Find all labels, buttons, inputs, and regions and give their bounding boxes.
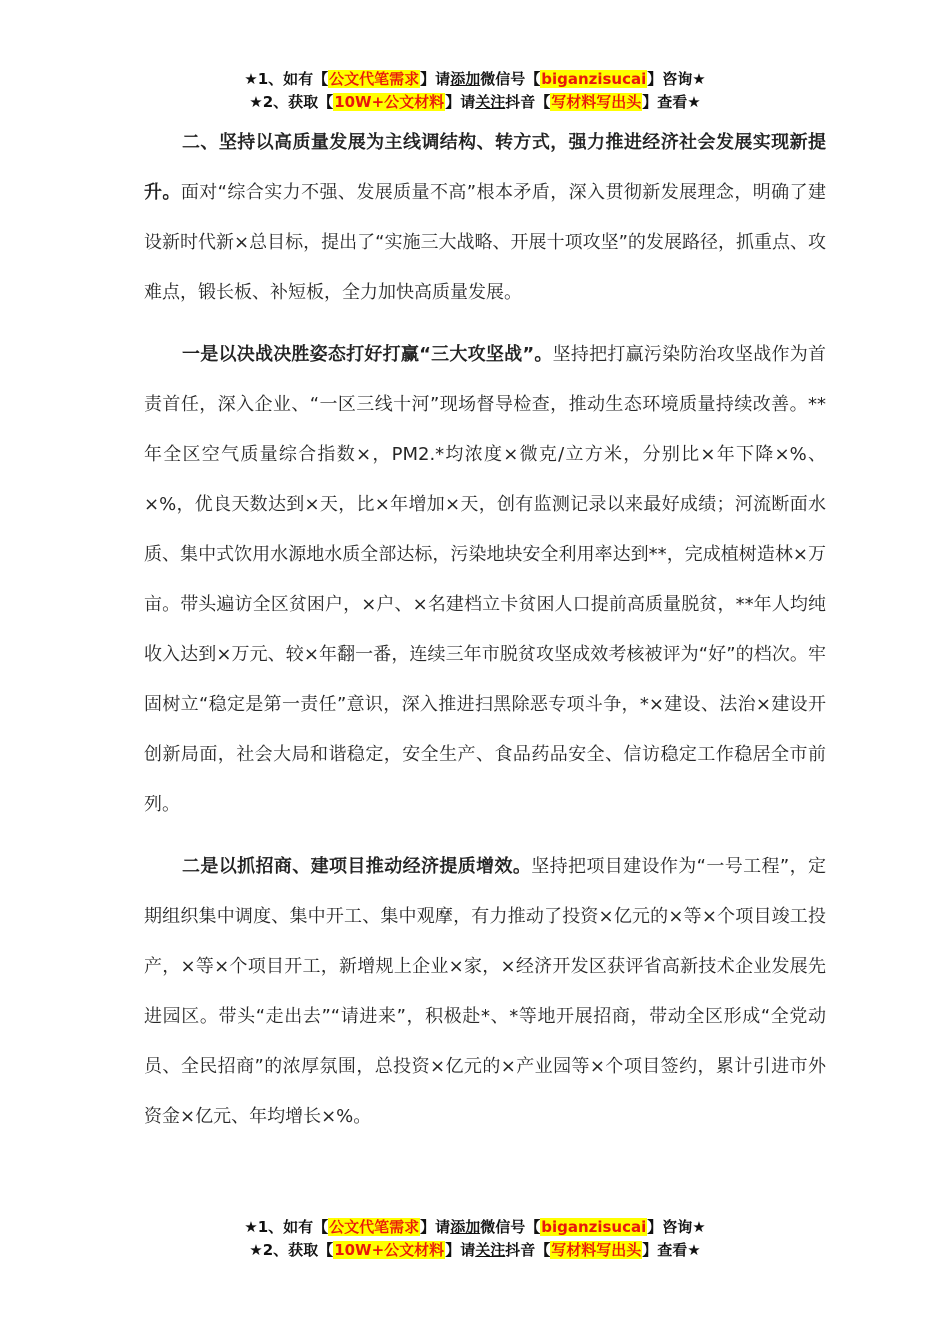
- bottom-banner: [0, 1216, 950, 1262]
- paragraph-lead: 二是以抓招商、建项目推动经济提质增效。: [182, 856, 532, 877]
- paragraph-lead: 一是以决战决胜姿态打好打赢“三大攻坚战”。: [182, 344, 553, 365]
- banner-highlight: biganzisucai: [541, 70, 647, 88]
- banner-line-2: ★2、获取【10W+公文材料】请关注抖音【写材料写出头】查看★: [249, 1241, 701, 1259]
- banner-highlight: 写材料写出头: [551, 93, 642, 111]
- paragraph: [144, 330, 826, 830]
- banner-line-2: ★2、获取【10W+公文材料】请关注抖音【写材料写出头】查看★: [249, 93, 701, 111]
- paragraph: [144, 842, 826, 1142]
- top-banner: [0, 68, 950, 114]
- banner-highlight: 公文代笔需求: [329, 70, 420, 88]
- banner-line-1: ★1、如有【公文代笔需求】请添加微信号【biganzisucai】咨询★: [244, 1218, 706, 1236]
- paragraph-text: 坚持把打赢污染防治攻坚战作为首责首任，深入企业、“一区三线十河”现场督导检查，推动生态环境质量持续改善。**年全区空气质量综合指数×，PM2.*均浓度×微克/立方米，分别比×年下降×%、×%，优良天数达到×天，比×年增加×天，创有监测记录以来最好成绩；河流断面水质、集中式饮用水源地水质全部达标，污染地块安全利用率达到**，完成植树造林×万亩。带头遍访全区贫困户，×户、×名建档立卡贫困人口提前高质量脱贫，**年人均纯收入达到×万元、较×年翻一番，连续三年市脱贫攻坚成效考核被评为“好”的档次。牢固树立“稳定是第一责任”意识，深入推进扫黑除恶专项斗争，*×建设、法治×建设开创新局面，社会大局和谐稳定，安全生产、食品药品安全、信访稳定工作稳居全市前列。: [144, 344, 826, 815]
- banner-highlight: 10W+公文材料: [334, 93, 445, 111]
- banner-highlight: 公文代笔需求: [329, 1218, 420, 1236]
- banner-line-1: ★1、如有【公文代笔需求】请添加微信号【biganzisucai】咨询★: [244, 70, 706, 88]
- document-body: [144, 118, 826, 1142]
- paragraph: [144, 118, 826, 318]
- banner-highlight: biganzisucai: [541, 1218, 647, 1236]
- banner-highlight: 写材料写出头: [551, 1241, 642, 1259]
- paragraph-text: 面对“综合实力不强、发展质量不高”根本矛盾，深入贯彻新发展理念，明确了建设新时代新×总目标，提出了“实施三大战略、开展十项攻坚”的发展路径，抓重点、攻难点，锻长板、补短板，全力加快高质量发展。: [144, 182, 827, 303]
- paragraph-lead: 二、坚持以高质量发展为主线调结构、转方式，强力推进经济社会发展实现新提升。: [144, 132, 826, 203]
- banner-highlight: 10W+公文材料: [334, 1241, 445, 1259]
- paragraph-text: 坚持把项目建设作为“一号工程”，定期组织集中调度、集中开工、集中观摩，有力推动了投资×亿元的×等×个项目竣工投产，×等×个项目开工，新增规上企业×家，×经济开发区获评省高新技术企业发展先进园区。带头“走出去”“请进来”，积极赴*、*等地开展招商，带动全区形成“全党动员、全民招商”的浓厚氛围，总投资×亿元的×产业园等×个项目签约，累计引进市外资金×亿元、年均增长×%。: [144, 856, 826, 1127]
